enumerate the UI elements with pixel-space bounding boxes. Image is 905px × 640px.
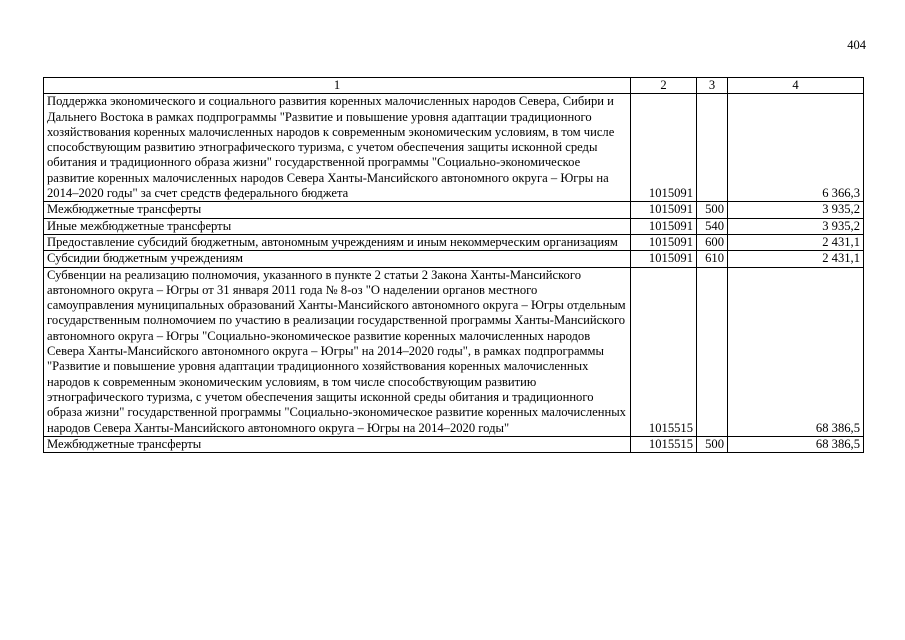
row-type: 500 — [697, 436, 728, 452]
table-row — [44, 218, 864, 234]
table-row — [44, 234, 864, 250]
row-code: 1015091 — [631, 251, 697, 267]
row-type: 540 — [697, 218, 728, 234]
budget-table — [43, 77, 864, 453]
header-cell-description: 1 — [44, 78, 631, 94]
page-number: 404 — [847, 38, 866, 52]
row-description: Субвенции на реализацию полномочия, указанного в пункте 2 статьи 2 Закона Ханты-Мансийского автономного округа – Югры от 31 января 2011 года № 8-оз "О наделении органов местного самоуправления муниципальных образований Ханты-Мансийского автономного округа – Югры отдельным государственным полномочием по участию в реализации государственной программы Ханты-Мансийского автономного округа – Югры "Социально-экономическое развитие коренных малочисленных народов Севера Ханты-Мансийского автономного округа – Югры" на 2014–2020 годы", в рамках подпрограммы "Развитие и повышение уровня адаптации традиционного хозяйствования коренных малочисленных народов к современным экономическим условиям, в том числе способствующим развитию этнографического туризма, с учетом обеспечения защиты исконной среды обитания и традиционного образа жизни" государственной программы "Социально-экономическое развитие коренных малочисленных народов Севера Ханты-Мансийского автономного округа – Югры на 2014–2020 годы" — [44, 267, 631, 436]
row-code: 1015515 — [631, 267, 697, 436]
row-type — [697, 94, 728, 202]
table-row — [44, 251, 864, 267]
row-code: 1015091 — [631, 202, 697, 218]
row-code: 1015515 — [631, 436, 697, 452]
row-type: 600 — [697, 234, 728, 250]
row-amount: 2 431,1 — [728, 251, 864, 267]
row-type: 610 — [697, 251, 728, 267]
row-code: 1015091 — [631, 234, 697, 250]
row-type — [697, 267, 728, 436]
row-amount: 2 431,1 — [728, 234, 864, 250]
row-amount: 68 386,5 — [728, 267, 864, 436]
row-amount: 3 935,2 — [728, 202, 864, 218]
row-description: Межбюджетные трансферты — [44, 202, 631, 218]
table-row — [44, 94, 864, 202]
row-code: 1015091 — [631, 94, 697, 202]
header-cell-type: 3 — [697, 78, 728, 94]
header-cell-code: 2 — [631, 78, 697, 94]
row-description: Поддержка экономического и социального развития коренных малочисленных народов Севера, Сибири и Дальнего Востока в рамках подпрограммы "Развитие и повышение уровня адаптации традиционного хозяйствования коренных малочисленных народов к современным экономическим условиям, в том числе способствующим развитию этнографического туризма, с учетом обеспечения защиты исконной среды обитания и традиционного образа жизни" государственной программы "Социально-экономическое развитие коренных малочисленных народов Севера Ханты-Мансийского автономного округа – Югры на 2014–2020 годы" за счет средств федерального бюджета — [44, 94, 631, 202]
row-amount: 3 935,2 — [728, 218, 864, 234]
row-description: Межбюджетные трансферты — [44, 436, 631, 452]
row-amount: 6 366,3 — [728, 94, 864, 202]
header-cell-amount: 4 — [728, 78, 864, 94]
row-code: 1015091 — [631, 218, 697, 234]
row-description: Предоставление субсидий бюджетным, автономным учреждениям и иным некоммерческим организациям — [44, 234, 631, 250]
row-type: 500 — [697, 202, 728, 218]
table-row — [44, 267, 864, 436]
table-row — [44, 202, 864, 218]
row-amount: 68 386,5 — [728, 436, 864, 452]
row-description: Иные межбюджетные трансферты — [44, 218, 631, 234]
table-row — [44, 436, 864, 452]
table-header-row — [44, 78, 864, 94]
row-description: Субсидии бюджетным учреждениям — [44, 251, 631, 267]
